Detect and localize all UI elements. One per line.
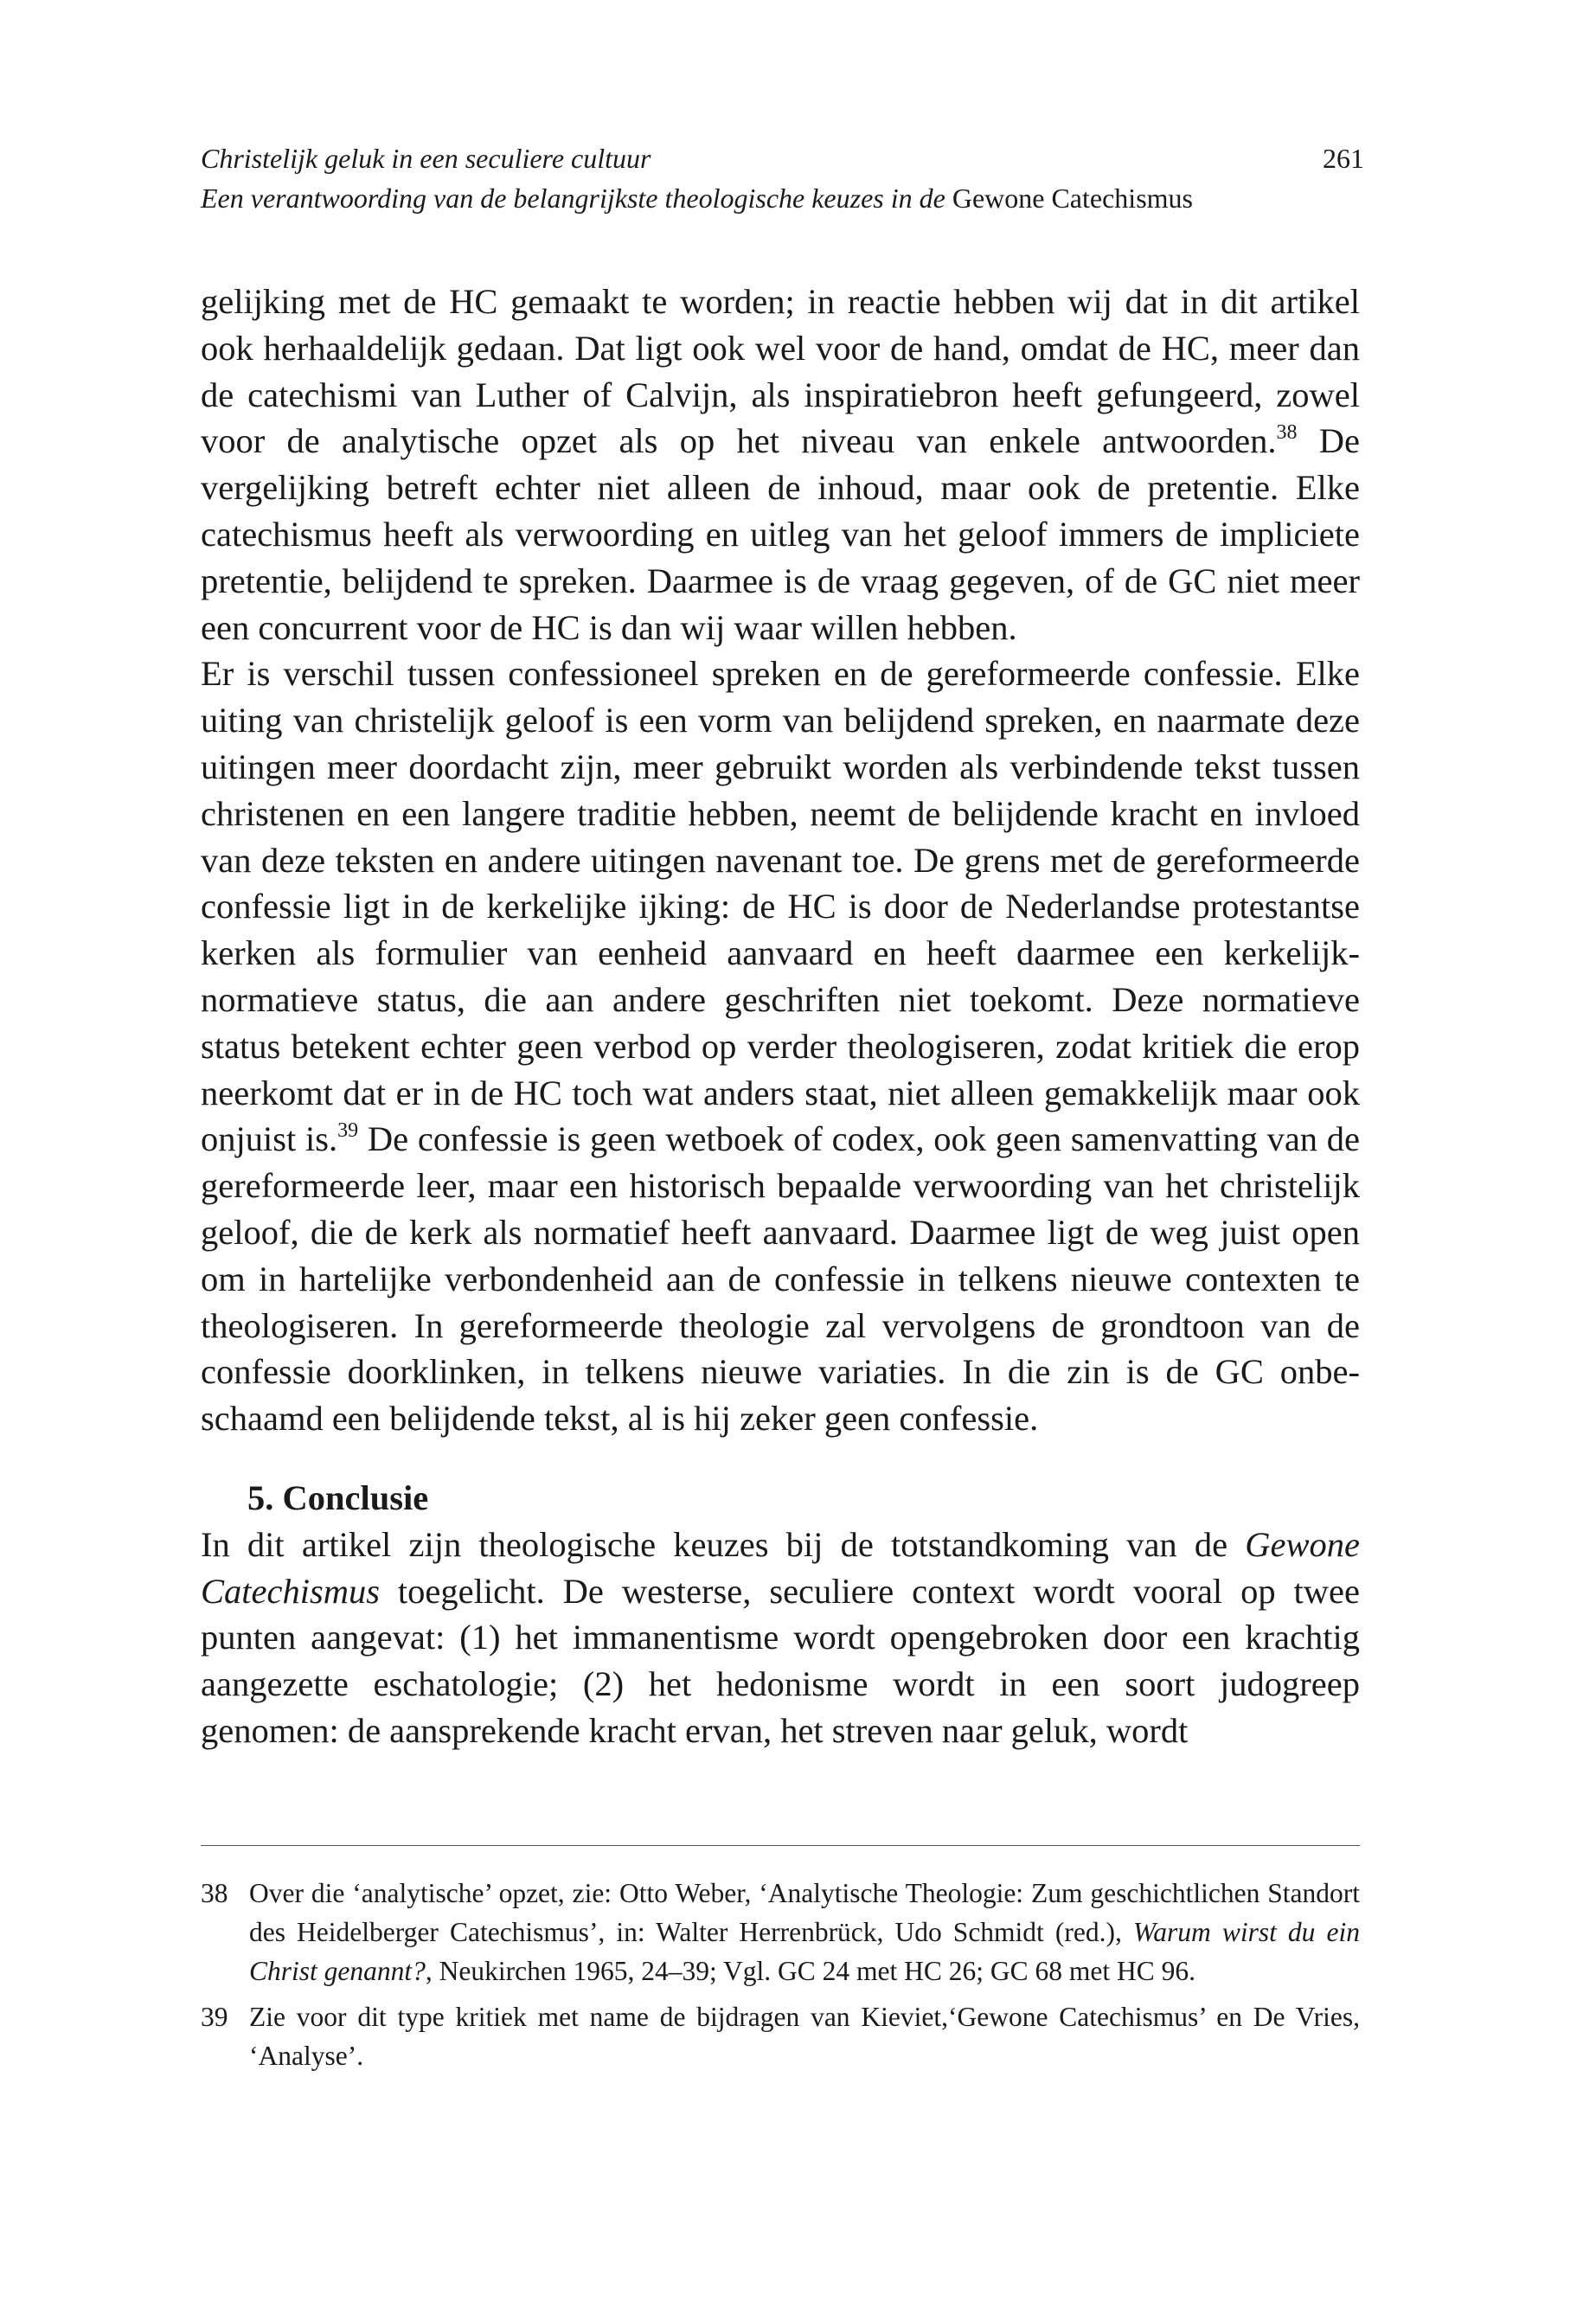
footnote-number: 38 — [201, 1878, 228, 1908]
footnotes — [201, 1874, 1360, 2082]
paragraph-1 — [201, 279, 1360, 651]
footnote-text: Zie voor dit type kritiek met name de bijdragen van Kieviet,‘Gewone Catechismus’ en De Vries, ‘Analyse’. — [249, 2002, 1360, 2071]
paragraph-2 — [201, 651, 1360, 1442]
footnote-39 — [201, 1997, 1360, 2075]
running-head-title: Christelijk geluk in een seculiere cultuur — [201, 143, 651, 174]
body-text — [201, 279, 1360, 1754]
footnote-38 — [201, 1874, 1360, 1990]
paragraph-2-part-b: De confessie is geen wetboek of codex, ook geen samenvatting van de gereformeerde leer, maar een historisch bepaalde verwoording van het christelijk geloof, die de kerk als normatief heeft aanvaard. Daarmee ligt de weg juist open om in hartelijke verbondenheid aan de confessie in telkens nieuwe contexten te theologiseren. In gereformeerde theologie zal vervolgens de grondtoon van de confessie doorklinken, in telkens nieuwe variaties. In die zin is de GC onbeschaamd een belijdende tekst, al is hij zeker geen confessie. — [201, 1119, 1361, 1439]
section-heading-conclusie: 5. Conclusie — [247, 1477, 429, 1517]
footnote-ref-39[interactable]: 39 — [337, 1119, 359, 1143]
footnote-divider — [201, 1845, 1360, 1846]
running-head-subtitle — [201, 178, 1360, 218]
footnote-38-italic-title: Warum wirst du ein Christ genannt? — [249, 1917, 1360, 1986]
paragraph-3-part-a: In dit artikel zijn theologische keuzes bij de totstandkoming van de — [201, 1524, 1246, 1564]
footnote-38-part-b: , Neukirchen 1965, 24–39; Vgl. GC 24 met HC 26; GC 68 met HC 96. — [425, 1956, 1196, 1986]
footnote-number: 39 — [201, 2002, 228, 2032]
footnote-text — [249, 1874, 1360, 1990]
paragraph-1-part-a: gelijking met de HC gemaakt te worden; in reactie hebben wij dat in dit artikel ook herhaaldelijk gedaan. Dat ligt ook wel voor de hand, omdat de HC, meer dan de catechismi van Luther of Calvijn, als inspiratiebron heeft gefungeerd, zowel voor de analytische opzet als op het niveau van enkele antwoorden. — [201, 282, 1360, 461]
running-head-subtitle-italic: Een verantwoording van de belangrijkste theologische keuzes in de — [201, 183, 945, 214]
paragraph-1-part-b: De vergelijking betreft echter niet alleen de inhoud, maar ook de pretentie. Elke catechismus heeft als verwoording en uitleg van het geloof immers de impliciete pretentie, belijdend te spreken. Daarmee is de vraag gegeven, of de GC niet meer een concurrent voor de HC is dan wij waar willen hebben. — [201, 421, 1360, 647]
running-head-subtitle-roman: Gewone Catechismus — [952, 183, 1193, 214]
footnote-38-part-a: Over die ‘analytische’ opzet, zie: Otto Weber, ‘Analytische Theologie: Zum geschichtlichen Standort des Heidelberger Catechismus’, in: Walter Herrenbrück, Udo Schmidt (red.), — [249, 1878, 1360, 1947]
paragraph-3-part-b: toegelicht. De westerse, seculiere context wordt vooral op twee punten aangevat: (1) het immanentisme wordt opengebroken door een krachtig aangezette eschatologie; (2) het hedonisme wordt in een soort judogreep genomen: de aansprekende kracht ervan, het streven naar geluk, wordt — [201, 1571, 1360, 1750]
paragraph-3-italic-title: Gewone Catechismus — [201, 1524, 1360, 1611]
footnote-ref-38[interactable]: 38 — [1276, 421, 1298, 445]
running-head — [201, 138, 1360, 218]
paragraph-3 — [201, 1522, 1360, 1754]
paragraph-2-part-a: Er is verschil tussen confessioneel spreken en de gereformeerde confessie. Elke uiting van christelijk geloof is een vorm van belijdend spreken, en naarmate deze uitingen meer doordacht zijn, meer gebruikt worden als verbindende tekst tussen christenen en een langere traditie hebben, neemt de belijdende kracht en invloed van deze teksten en andere uitingen navenant toe. De grens met de gereformeerde confessie ligt in de kerkelijke ijking: de HC is door de Nederlandse protestantse kerken als formulier van eenheid aanvaard en heeft daarmee een kerkelijk-normatieve status, die aan andere geschriften niet toekomt. Deze normatieve status betekent echter geen verbod op verder theologiseren, zodat kritiek die erop neerkomt dat er in de HC toch wat anders staat, niet alleen gemakkelijk maar ook onjuist is. — [201, 654, 1360, 1159]
page-number: 261 — [1323, 143, 1364, 174]
